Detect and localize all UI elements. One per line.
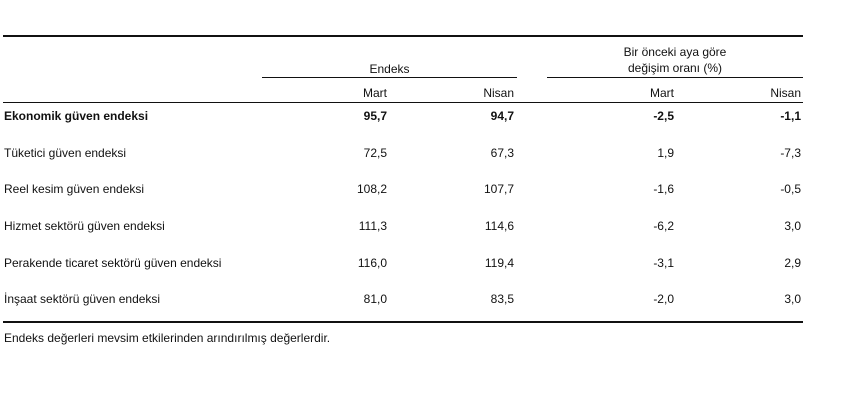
cell-index-mart: 72,5 — [363, 146, 387, 160]
cell-index-mart: 111,3 — [358, 219, 387, 233]
row-label: İnşaat sektörü güven endeksi — [4, 292, 161, 306]
row-label: Perakende ticaret sektörü güven endeksi — [4, 256, 222, 270]
cell-index-mart: 108,2 — [356, 182, 387, 196]
cell-change-nisan: 2,9 — [784, 256, 801, 270]
cell-change-nisan: 3,0 — [784, 219, 801, 233]
col-header-index-mart: Mart — [363, 86, 387, 100]
cell-change-nisan: -7,3 — [780, 146, 801, 160]
cell-change-nisan: 3,0 — [784, 292, 801, 306]
cell-change-nisan: -0,5 — [780, 182, 801, 196]
cell-index-nisan: 107,7 — [483, 182, 514, 196]
cell-change-mart: -3,1 — [653, 256, 674, 270]
table-top-rule — [3, 35, 803, 37]
cell-index-mart: 116,0 — [357, 256, 387, 270]
index-group-rule — [262, 77, 517, 78]
cell-index-nisan: 83,5 — [490, 292, 514, 306]
col-header-change-mart: Mart — [650, 86, 674, 100]
col-header-index-nisan: Nisan — [483, 86, 514, 100]
row-label: Hizmet sektörü güven endeksi — [4, 219, 165, 233]
cell-change-mart: -2,5 — [653, 109, 674, 123]
cell-change-mart: -1,6 — [653, 182, 674, 196]
cell-index-mart: 81,0 — [363, 292, 387, 306]
change-group-header-line2: değişim oranı (%) — [627, 61, 723, 75]
cell-index-nisan: 119,4 — [484, 256, 514, 270]
cell-change-mart: -6,2 — [653, 219, 674, 233]
row-label: Ekonomik güven endeksi — [4, 109, 149, 123]
change-group-header-line1: Bir önceki aya göre — [623, 45, 727, 59]
cell-index-nisan: 114,6 — [484, 219, 514, 233]
row-label: Reel kesim güven endeksi — [4, 182, 145, 196]
cell-index-nisan: 94,7 — [490, 109, 514, 123]
row-label: Tüketici güven endeksi — [4, 146, 127, 160]
index-group-header: Endeks — [369, 62, 410, 76]
cell-change-mart: 1,9 — [657, 146, 674, 160]
change-group-rule — [547, 77, 803, 78]
footnote: Endeks değerleri mevsim etkilerinden arındırılmış değerlerdir. — [4, 331, 331, 345]
col-header-change-nisan: Nisan — [770, 86, 801, 100]
cell-change-nisan: -1,1 — [780, 109, 801, 123]
table-bottom-rule — [3, 321, 803, 323]
header-bottom-rule — [3, 102, 803, 103]
cell-change-mart: -2,0 — [653, 292, 674, 306]
cell-index-mart: 95,7 — [363, 109, 387, 123]
cell-index-nisan: 67,3 — [490, 146, 514, 160]
